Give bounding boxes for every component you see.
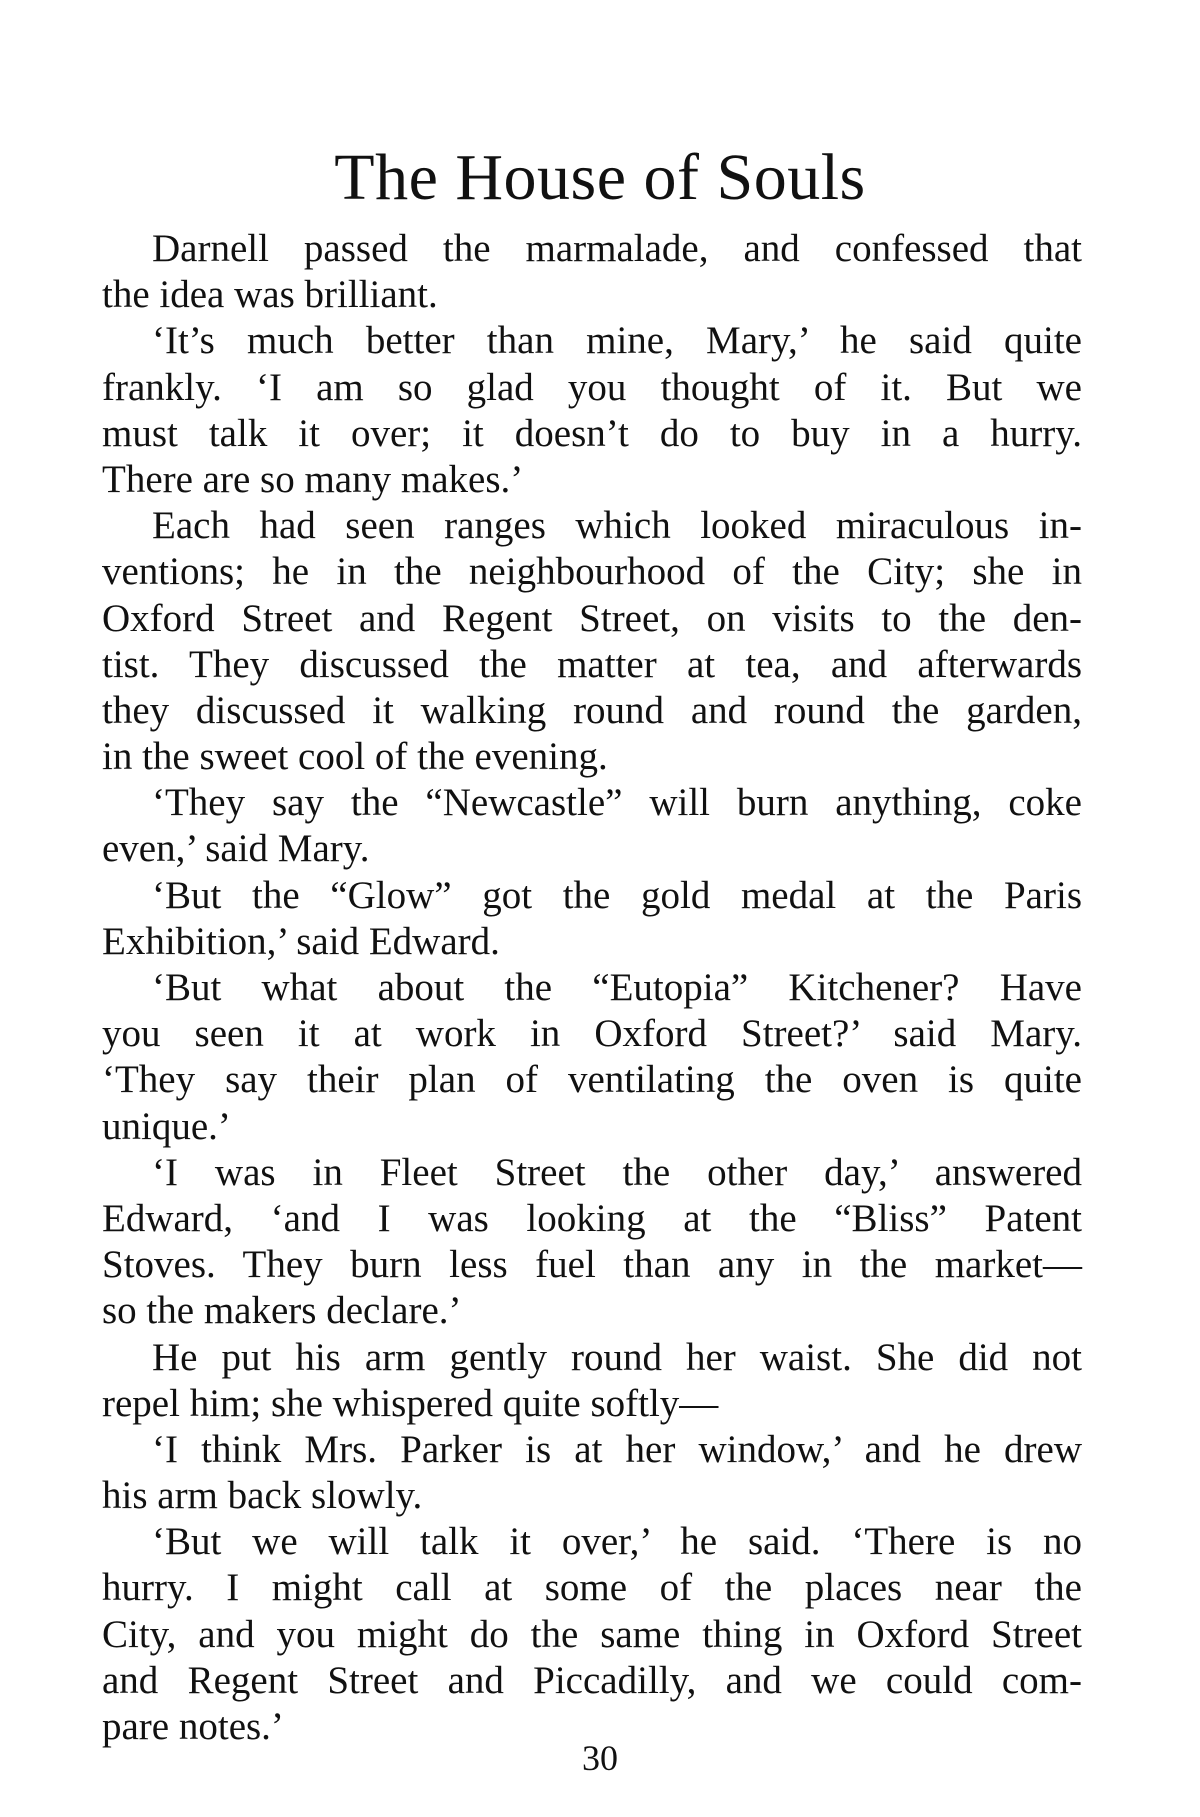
text-line: ‘It’s much better than mine, Mary,’ he said quite [152, 319, 1082, 363]
running-head-title: The House of Souls [334, 141, 866, 214]
text-line: City, and you might do the same thing in Oxford Street [102, 1612, 1082, 1656]
text-line: the idea was brilliant. [102, 273, 438, 317]
paragraph [102, 780, 1082, 872]
paragraph [102, 226, 1082, 318]
text-line: Each had seen ranges which looked miraculous in- [152, 504, 1082, 548]
text-line: Darnell passed the marmalade, and confessed that [152, 227, 1082, 270]
text-line: ventions; he in the neighbourhood of the City; she in [102, 550, 1082, 594]
text-line: pare notes.’ [102, 1705, 284, 1748]
text-line: There are so many makes.’ [102, 457, 524, 501]
text-line: He put his arm gently round her waist. She did not [152, 1335, 1082, 1379]
text-line: ‘But what about the “Eutopia” Kitchener? Have [152, 966, 1082, 1009]
text-line: even,’ said Mary. [102, 827, 370, 871]
paragraph [102, 965, 1082, 1150]
paragraph [102, 503, 1082, 780]
paragraph [102, 873, 1082, 965]
text-line: frankly. ‘I am so glad you thought of it. But we [102, 365, 1082, 409]
text-line: ‘I think Mrs. Parker is at her window,’ and he drew [152, 1427, 1082, 1471]
text-line: ‘I was in Fleet Street the other day,’ answered [152, 1150, 1082, 1194]
text-line: you seen it at work in Oxford Street?’ said Mary. [102, 1012, 1082, 1056]
paragraph [102, 1427, 1082, 1519]
paragraph [102, 1150, 1082, 1335]
text-line: Oxford Street and Regent Street, on visits to the den- [102, 596, 1082, 640]
paragraph [102, 1335, 1082, 1427]
text-line: his arm back slowly. [102, 1474, 423, 1518]
text-line: they discussed it walking round and round the garden, [102, 688, 1082, 732]
text-line: must talk it over; it doesn’t do to buy in a hurry. [102, 411, 1082, 455]
text-line: ‘They say the “Newcastle” will burn anything, coke [152, 781, 1082, 825]
text-line: ‘They say their plan of ventilating the oven is quite [102, 1058, 1082, 1102]
text-line: ‘But we will talk it over,’ he said. ‘There is no [152, 1520, 1082, 1564]
text-line: and Regent Street and Piccadilly, and we could com- [102, 1658, 1082, 1702]
text-line: Stoves. They burn less fuel than any in the market— [102, 1243, 1082, 1287]
body-text [102, 226, 1082, 1750]
text-line: repel him; she whispered quite softly— [102, 1381, 719, 1425]
text-line: Edward, ‘and I was looking at the “Bliss” Patent [102, 1196, 1082, 1240]
text-line: hurry. I might call at some of the places near the [102, 1566, 1082, 1610]
text-line: Exhibition,’ said Edward. [102, 919, 500, 963]
page-number: 30 [582, 1738, 618, 1778]
text-line: unique.’ [102, 1104, 231, 1148]
paragraph [102, 318, 1082, 503]
paragraph [102, 1519, 1082, 1750]
text-line: ‘But the “Glow” got the gold medal at the Paris [152, 873, 1082, 917]
text-line: tist. They discussed the matter at tea, and afterwards [102, 642, 1082, 686]
text-line: in the sweet cool of the evening. [102, 735, 608, 779]
text-line: so the makers declare.’ [102, 1289, 462, 1333]
